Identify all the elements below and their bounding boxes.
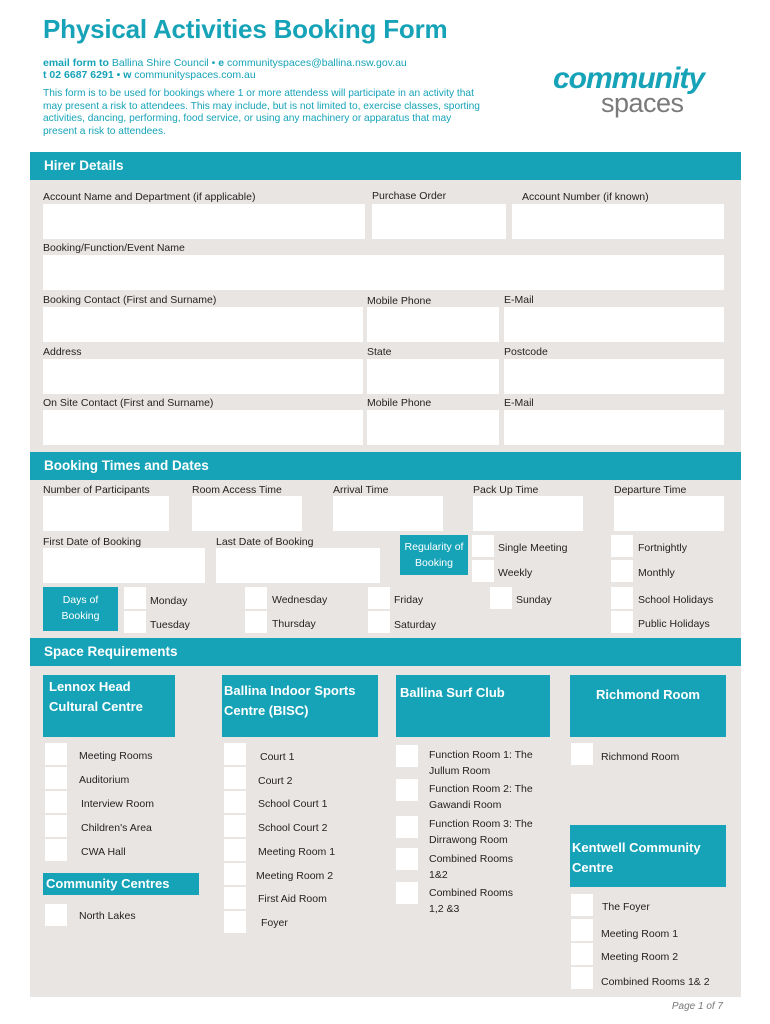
venue-kentwell: Kentwell Community Centre (570, 825, 726, 887)
room-access-field[interactable] (192, 496, 302, 531)
bisc-school-court-1-label: School Court 1 (258, 798, 328, 810)
surf-function-room-3-checkbox[interactable] (396, 816, 418, 838)
label-mobile-2: Mobile Phone (367, 397, 432, 409)
email-prefix: email form to (43, 57, 109, 69)
lennox-cwa-hall-checkbox[interactable] (45, 839, 67, 861)
bisc-school-court-2-label: School Court 2 (258, 822, 328, 834)
email-address-link[interactable]: communityspaces@ballina.nsw.gov.au (227, 57, 407, 69)
bisc-court-1-label: Court 1 (260, 751, 295, 763)
section-header-hirer: Hirer Details (30, 152, 741, 180)
label-purchase-order: Purchase Order (372, 190, 447, 202)
mobile-phone-field-2[interactable] (367, 410, 499, 445)
surf-function-room-1-label: Function Room 1: The Jullum Room (429, 749, 533, 777)
wednesday-label: Wednesday (272, 594, 328, 606)
purchase-order-field[interactable] (372, 204, 506, 239)
tuesday-label: Tuesday (150, 619, 190, 631)
fortnightly-checkbox[interactable] (611, 535, 633, 557)
web-prefix: w (123, 69, 132, 81)
weekly-checkbox[interactable] (472, 560, 494, 582)
phone-prefix: t (43, 69, 47, 81)
kentwell-meeting-room-2-label: Meeting Room 2 (601, 951, 679, 963)
state-field[interactable] (367, 359, 499, 394)
kentwell-combined-rooms-label: Combined Rooms 1& 2 (601, 976, 710, 988)
label-room-access: Room Access Time (192, 484, 282, 496)
bisc-foyer-checkbox[interactable] (224, 911, 246, 933)
pack-up-time-field[interactable] (473, 496, 583, 531)
label-pack-up: Pack Up Time (473, 484, 539, 496)
bisc-first-aid-room-checkbox[interactable] (224, 887, 246, 909)
email-org: Ballina Shire Council (111, 57, 209, 69)
surf-function-room-1-checkbox[interactable] (396, 745, 418, 767)
postcode-field[interactable] (504, 359, 724, 394)
page-title: Physical Activities Booking Form (43, 14, 448, 44)
lennox-auditorium-label: Auditorium (79, 774, 130, 786)
phone-web-line: t 02 6687 6291 • w communityspaces.com.au (43, 69, 256, 81)
monthly-checkbox[interactable] (611, 560, 633, 582)
last-date-field[interactable] (216, 548, 380, 583)
surf-function-room-2-checkbox[interactable] (396, 779, 418, 801)
onsite-contact-field[interactable] (43, 410, 363, 445)
single-meeting-checkbox[interactable] (472, 535, 494, 557)
kentwell-foyer-label: The Foyer (602, 901, 650, 913)
bisc-meeting-room-1-label: Meeting Room 1 (258, 846, 336, 858)
label-booking-contact: Booking Contact (First and Surname) (43, 294, 217, 306)
section-header-space: Space Requirements (30, 638, 741, 666)
bisc-meeting-room-2-label: Meeting Room 2 (256, 870, 334, 882)
wednesday-checkbox[interactable] (245, 587, 267, 609)
label-account-number: Account Number (if known) (522, 191, 649, 203)
public-holidays-label: Public Holidays (638, 618, 710, 630)
logo-spaces: spaces (601, 88, 684, 118)
label-account-name: Account Name and Department (if applicable) (43, 191, 256, 203)
email-field-1[interactable] (504, 307, 724, 342)
sunday-label: Sunday (516, 594, 552, 606)
event-name-field[interactable] (43, 255, 724, 290)
bisc-court-1-checkbox[interactable] (224, 743, 246, 765)
school-holidays-label: School Holidays (638, 594, 714, 606)
bisc-first-aid-room-label: First Aid Room (258, 893, 327, 905)
kentwell-meeting-room-1-checkbox[interactable] (571, 919, 593, 941)
lennox-interview-room-label: Interview Room (81, 798, 154, 810)
email-line: email form to Ballina Shire Council • e communityspaces@ballina.nsw.gov.au (43, 57, 407, 69)
bisc-foyer-label: Foyer (261, 917, 288, 929)
logo-community: community (553, 62, 705, 95)
bisc-meeting-room-1-checkbox[interactable] (224, 839, 246, 861)
page-number: Page 1 of 7 (671, 1001, 723, 1012)
monday-label: Monday (150, 595, 188, 607)
venue-community-centres: Community Centres (43, 873, 199, 895)
surf-combined-1-2-label: Combined Rooms 1&2 (429, 853, 514, 881)
surf-function-room-3-label: Function Room 3: The Dirrawong Room (429, 818, 533, 846)
public-holidays-checkbox[interactable] (611, 611, 633, 633)
account-name-field[interactable] (43, 204, 365, 239)
tuesday-checkbox[interactable] (124, 611, 146, 633)
saturday-checkbox[interactable] (368, 611, 390, 633)
label-departure: Departure Time (614, 484, 687, 496)
monthly-label: Monthly (638, 567, 675, 579)
website-link[interactable]: communityspaces.com.au (134, 69, 256, 81)
lennox-cwa-hall-label: CWA Hall (81, 846, 126, 858)
label-email-1: E-Mail (504, 294, 534, 306)
label-participants: Number of Participants (43, 484, 150, 496)
fortnightly-label: Fortnightly (638, 542, 688, 554)
saturday-label: Saturday (394, 619, 437, 631)
label-arrival: Arrival Time (333, 484, 389, 496)
participants-field[interactable] (43, 496, 169, 531)
bisc-court-2-checkbox[interactable] (224, 767, 246, 789)
kentwell-meeting-room-1-label: Meeting Room 1 (601, 928, 679, 940)
arrival-time-field[interactable] (333, 496, 443, 531)
address-field[interactable] (43, 359, 363, 394)
email-e: e (218, 57, 225, 69)
bisc-court-2-label: Court 2 (258, 775, 293, 787)
north-lakes-checkbox[interactable] (45, 904, 67, 926)
kentwell-meeting-room-2-checkbox[interactable] (571, 943, 593, 965)
phone-number: 02 6687 6291 (49, 69, 114, 81)
label-mobile-1: Mobile Phone (367, 295, 432, 307)
lennox-childrens-area-label: Children's Area (81, 822, 152, 834)
richmond-room-label: Richmond Room (601, 751, 680, 763)
days-of-booking-label: Days of Booking (43, 587, 118, 631)
north-lakes-label: North Lakes (79, 910, 136, 922)
lennox-interview-room-checkbox[interactable] (45, 791, 67, 813)
departure-time-field[interactable] (614, 496, 724, 531)
friday-label: Friday (394, 594, 424, 606)
surf-function-room-2-label: Function Room 2: The Gawandi Room (429, 783, 533, 811)
venue-surf-club: Ballina Surf Club (396, 675, 550, 737)
label-last-date: Last Date of Booking (216, 536, 314, 548)
email-field-2[interactable] (504, 410, 724, 445)
label-first-date: First Date of Booking (43, 536, 142, 548)
bisc-school-court-2-checkbox[interactable] (224, 815, 246, 837)
venue-bisc: Ballina Indoor Sports Centre (BISC) (222, 675, 378, 737)
lennox-childrens-area-checkbox[interactable] (45, 815, 67, 837)
bisc-school-court-1-checkbox[interactable] (224, 791, 246, 813)
monday-checkbox[interactable] (124, 587, 146, 609)
lennox-meeting-rooms-label: Meeting Rooms (79, 750, 153, 762)
kentwell-foyer-checkbox[interactable] (571, 894, 593, 916)
label-address: Address (43, 346, 82, 358)
lennox-meeting-rooms-checkbox[interactable] (45, 743, 67, 765)
single-meeting-label: Single Meeting (498, 542, 568, 554)
sunday-checkbox[interactable] (490, 587, 512, 609)
label-postcode: Postcode (504, 346, 548, 358)
venue-richmond-room: Richmond Room (570, 675, 726, 737)
school-holidays-checkbox[interactable] (611, 587, 633, 609)
bisc-meeting-room-2-checkbox[interactable] (224, 863, 246, 885)
label-onsite-contact: On Site Contact (First and Surname) (43, 397, 214, 409)
mobile-phone-field-1[interactable] (367, 307, 499, 342)
surf-combined-1-2-checkbox[interactable] (396, 848, 418, 870)
intro-text: This form is to be used for bookings where 1 or more attendess will participate in an activity that may present a risk to attendees. This may include, but is not limited to, exercise classes, sporting activities, dancing, performing, food service, or using any machinery or apparatus that may present a risk to attendees. (43, 88, 480, 137)
weekly-label: Weekly (498, 567, 533, 579)
regularity-label: Regularity of Booking (400, 535, 468, 575)
surf-combined-1-2-3-checkbox[interactable] (396, 882, 418, 904)
label-state: State (367, 346, 392, 358)
section-header-times: Booking Times and Dates (30, 452, 741, 480)
richmond-room-checkbox[interactable] (571, 743, 593, 765)
first-date-field[interactable] (43, 548, 205, 583)
lennox-auditorium-checkbox[interactable] (45, 767, 67, 789)
kentwell-combined-rooms-checkbox[interactable] (571, 967, 593, 989)
label-email-2: E-Mail (504, 397, 534, 409)
venue-lennox-head: Lennox Head Cultural Centre (43, 675, 175, 737)
label-event-name: Booking/Function/Event Name (43, 242, 185, 254)
friday-checkbox[interactable] (368, 587, 390, 609)
thursday-label: Thursday (272, 618, 316, 630)
surf-combined-1-2-3-label: Combined Rooms 1,2 &3 (429, 887, 514, 915)
booking-contact-field[interactable] (43, 307, 363, 342)
thursday-checkbox[interactable] (245, 611, 267, 633)
account-number-field[interactable] (512, 204, 724, 239)
